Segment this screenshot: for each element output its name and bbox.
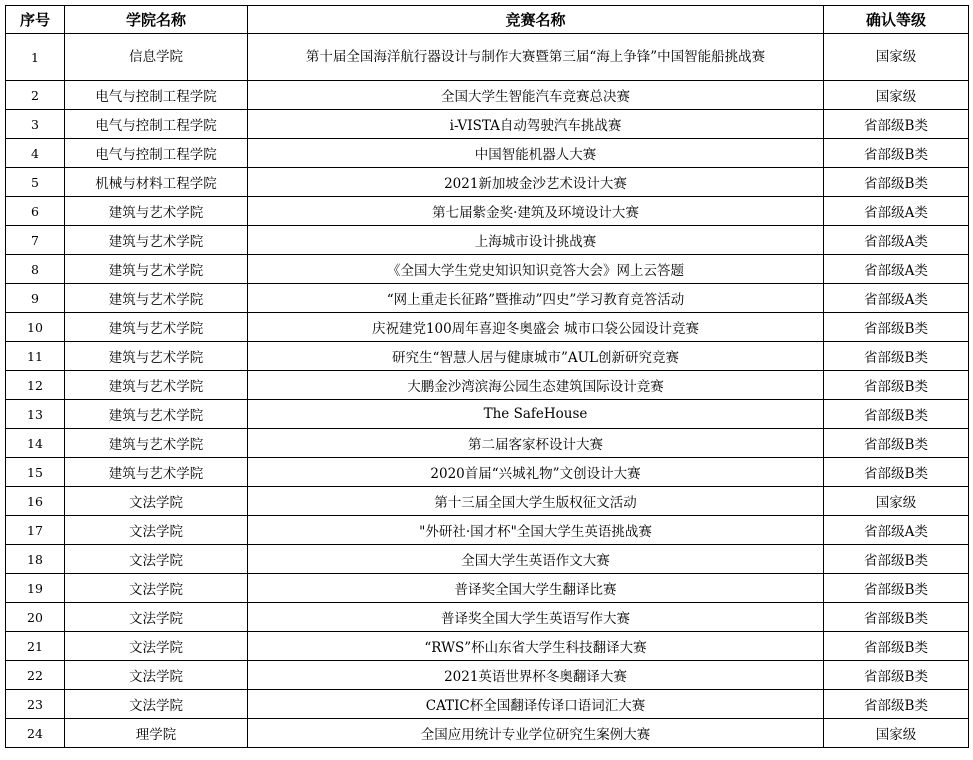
row-number: 6 (6, 197, 65, 226)
header-level: 确认等级 (824, 6, 969, 34)
college-name: 建筑与艺术学院 (65, 400, 248, 429)
confirmed-level: 省部级B类 (824, 661, 969, 690)
table-row (6, 139, 969, 168)
college-name: 建筑与艺术学院 (65, 226, 248, 255)
confirmed-level: 省部级B类 (824, 371, 969, 400)
row-number: 13 (6, 400, 65, 429)
table-row (6, 661, 969, 690)
college-name: 建筑与艺术学院 (65, 342, 248, 371)
table-row (6, 34, 969, 81)
competition-name: 研究生“智慧人居与健康城市”AUL创新研究竞赛 (248, 342, 824, 371)
competition-name: “RWS”杯山东省大学生科技翻译大赛 (248, 632, 824, 661)
competition-name: 中国智能机器人大赛 (248, 139, 824, 168)
table-row (6, 168, 969, 197)
table-row (6, 545, 969, 574)
row-number: 18 (6, 545, 65, 574)
competition-table (5, 5, 969, 748)
college-name: 文法学院 (65, 487, 248, 516)
competition-name: 普译奖全国大学生翻译比赛 (248, 574, 824, 603)
college-name: 文法学院 (65, 545, 248, 574)
confirmed-level: 省部级A类 (824, 516, 969, 545)
college-name: 建筑与艺术学院 (65, 284, 248, 313)
competition-name: 第十届全国海洋航行器设计与制作大赛暨第三届“海上争锋”中国智能船挑战赛 (248, 34, 824, 81)
table-row (6, 400, 969, 429)
college-name: 电气与控制工程学院 (65, 110, 248, 139)
college-name: 建筑与艺术学院 (65, 458, 248, 487)
college-name: 机械与材料工程学院 (65, 168, 248, 197)
competition-name: 上海城市设计挑战赛 (248, 226, 824, 255)
competition-name: The SafeHouse (248, 400, 824, 429)
row-number: 12 (6, 371, 65, 400)
confirmed-level: 省部级B类 (824, 342, 969, 371)
table-row (6, 81, 969, 110)
college-name: 信息学院 (65, 34, 248, 81)
college-name: 建筑与艺术学院 (65, 371, 248, 400)
row-number: 21 (6, 632, 65, 661)
header-row (6, 6, 969, 34)
confirmed-level: 国家级 (824, 719, 969, 748)
confirmed-level: 省部级B类 (824, 545, 969, 574)
competition-name: i-VISTA自动驾驶汽车挑战赛 (248, 110, 824, 139)
table-row (6, 226, 969, 255)
competition-name: 庆祝建党100周年喜迎冬奥盛会 城市口袋公园设计竞赛 (248, 313, 824, 342)
table-row (6, 690, 969, 719)
row-number: 7 (6, 226, 65, 255)
confirmed-level: 省部级B类 (824, 690, 969, 719)
competition-name: CATIC杯全国翻译传译口语词汇大赛 (248, 690, 824, 719)
competition-name: 《全国大学生党史知识知识竞答大会》网上云答题 (248, 255, 824, 284)
header-no: 序号 (6, 6, 65, 34)
header-competition: 竞赛名称 (248, 6, 824, 34)
college-name: 电气与控制工程学院 (65, 139, 248, 168)
table-row (6, 284, 969, 313)
competition-name: 大鹏金沙湾滨海公园生态建筑国际设计竞赛 (248, 371, 824, 400)
row-number: 19 (6, 574, 65, 603)
college-name: 文法学院 (65, 690, 248, 719)
row-number: 11 (6, 342, 65, 371)
confirmed-level: 国家级 (824, 81, 969, 110)
row-number: 8 (6, 255, 65, 284)
college-name: 文法学院 (65, 632, 248, 661)
college-name: 文法学院 (65, 603, 248, 632)
table-row (6, 110, 969, 139)
confirmed-level: 省部级B类 (824, 400, 969, 429)
table-row (6, 719, 969, 748)
confirmed-level: 省部级A类 (824, 226, 969, 255)
table-row (6, 371, 969, 400)
row-number: 17 (6, 516, 65, 545)
row-number: 24 (6, 719, 65, 748)
competition-name: 2021英语世界杯冬奥翻译大赛 (248, 661, 824, 690)
college-name: 建筑与艺术学院 (65, 197, 248, 226)
confirmed-level: 省部级B类 (824, 110, 969, 139)
table-row (6, 313, 969, 342)
table-row (6, 603, 969, 632)
competition-name: 全国大学生智能汽车竞赛总决赛 (248, 81, 824, 110)
college-name: 建筑与艺术学院 (65, 429, 248, 458)
row-number: 14 (6, 429, 65, 458)
confirmed-level: 省部级B类 (824, 429, 969, 458)
competition-name: “网上重走长征路”暨推动”四史”学习教育竞答活动 (248, 284, 824, 313)
competition-name: 第十三届全国大学生版权征文活动 (248, 487, 824, 516)
competition-name: 2020首届“兴城礼物”文创设计大赛 (248, 458, 824, 487)
competition-name: "外研社·国才杯"全国大学生英语挑战赛 (248, 516, 824, 545)
table-row (6, 458, 969, 487)
confirmed-level: 省部级B类 (824, 574, 969, 603)
college-name: 文法学院 (65, 574, 248, 603)
row-number: 22 (6, 661, 65, 690)
row-number: 16 (6, 487, 65, 516)
competition-name: 2021新加坡金沙艺术设计大赛 (248, 168, 824, 197)
competition-name: 全国应用统计专业学位研究生案例大赛 (248, 719, 824, 748)
row-number: 20 (6, 603, 65, 632)
college-name: 文法学院 (65, 661, 248, 690)
confirmed-level: 省部级B类 (824, 632, 969, 661)
college-name: 建筑与艺术学院 (65, 313, 248, 342)
confirmed-level: 国家级 (824, 34, 969, 81)
competition-name: 普译奖全国大学生英语写作大赛 (248, 603, 824, 632)
competition-name: 第二届客家杯设计大赛 (248, 429, 824, 458)
college-name: 文法学院 (65, 516, 248, 545)
row-number: 23 (6, 690, 65, 719)
confirmed-level: 省部级A类 (824, 284, 969, 313)
confirmed-level: 省部级A类 (824, 197, 969, 226)
confirmed-level: 省部级B类 (824, 168, 969, 197)
row-number: 15 (6, 458, 65, 487)
table-row (6, 342, 969, 371)
table-row (6, 632, 969, 661)
table-row (6, 197, 969, 226)
header-college: 学院名称 (65, 6, 248, 34)
confirmed-level: 国家级 (824, 487, 969, 516)
confirmed-level: 省部级B类 (824, 313, 969, 342)
competition-name: 全国大学生英语作文大赛 (248, 545, 824, 574)
competition-name: 第七届紫金奖·建筑及环境设计大赛 (248, 197, 824, 226)
table-row (6, 487, 969, 516)
college-name: 电气与控制工程学院 (65, 81, 248, 110)
row-number: 4 (6, 139, 65, 168)
college-name: 建筑与艺术学院 (65, 255, 248, 284)
row-number: 10 (6, 313, 65, 342)
row-number: 2 (6, 81, 65, 110)
row-number: 9 (6, 284, 65, 313)
table-row (6, 516, 969, 545)
confirmed-level: 省部级B类 (824, 603, 969, 632)
confirmed-level: 省部级B类 (824, 139, 969, 168)
table-row (6, 574, 969, 603)
row-number: 5 (6, 168, 65, 197)
table-body (6, 34, 969, 748)
row-number: 1 (6, 34, 65, 81)
table-row (6, 429, 969, 458)
confirmed-level: 省部级B类 (824, 458, 969, 487)
confirmed-level: 省部级A类 (824, 255, 969, 284)
college-name: 理学院 (65, 719, 248, 748)
table-row (6, 255, 969, 284)
row-number: 3 (6, 110, 65, 139)
